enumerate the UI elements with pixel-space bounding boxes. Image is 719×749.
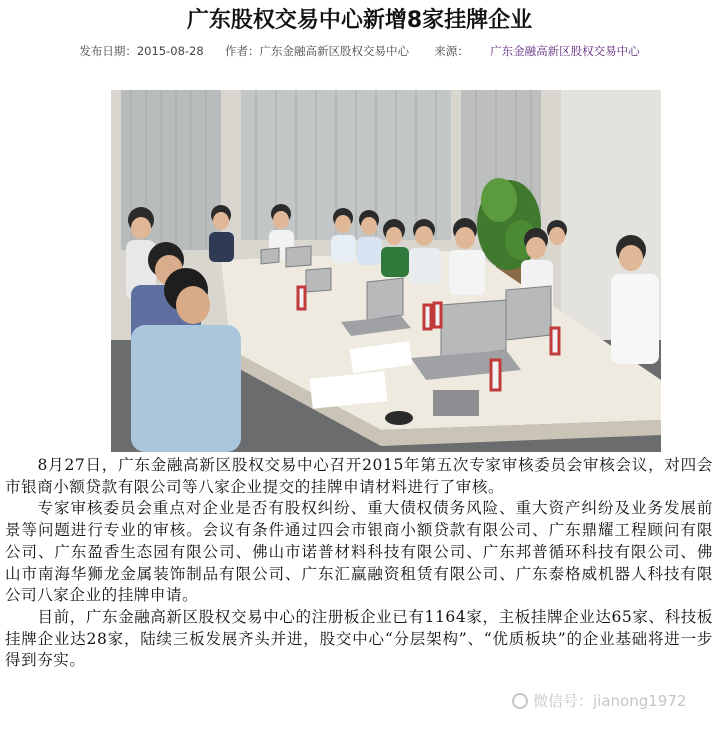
date-label: 发布日期： [79, 44, 137, 58]
paragraph-1: 8月27日，广东金融高新区股权交易中心召开2015年第五次专家审核委员会审核会议，对四会市银商小额贷款有限公司等八家企业提交的挂牌申请材料进行了审核。 [5, 456, 713, 496]
publish-date: 2015-08-28 [136, 44, 204, 58]
article-title: 广东股权交易中心新增8家挂牌企业 [186, 8, 533, 33]
article-meta [0, 43, 719, 59]
meeting-photo [111, 90, 661, 452]
article-body [5, 455, 713, 672]
paragraph-3: 目前，广东金融高新区股权交易中心的注册板企业已有1164家，主板挂牌企业达65家、科技板挂牌企业达28家，陆续三板发展齐头并进，股交中心“分层架构”、“优质板块”的企业基础将进一步得到夯实。 [5, 607, 713, 670]
watermark-text: 微信号：jianong1972 [533, 692, 687, 710]
source-link[interactable]: 广东金融高新区股权交易中心 [490, 44, 640, 58]
paragraph-2: 专家审核委员会重点对企业是否有股权纠纷、重大债权债务风险、重大资产纠纷及业务发展前景等问题进行专业的审核。会议有条件通过四会市银商小额贷款有限公司、广东鼎耀工程顾问有限公司、广东盈香生态园有限公司、佛山市诺普材料科技有限公司、广东邦普循环科技有限公司、佛山市南海华狮龙金属装饰制品有限公司、广东汇赢融资租赁有限公司、广东泰格威机器人科技有限公司八家企业的挂牌申请。 [5, 499, 713, 605]
author-name: 广东金融高新区股权交易中心 [259, 44, 410, 58]
wechat-icon [512, 693, 528, 709]
source-label: 来源： [434, 44, 469, 58]
wechat-watermark [512, 690, 686, 711]
author-label: 作者： [225, 44, 260, 58]
